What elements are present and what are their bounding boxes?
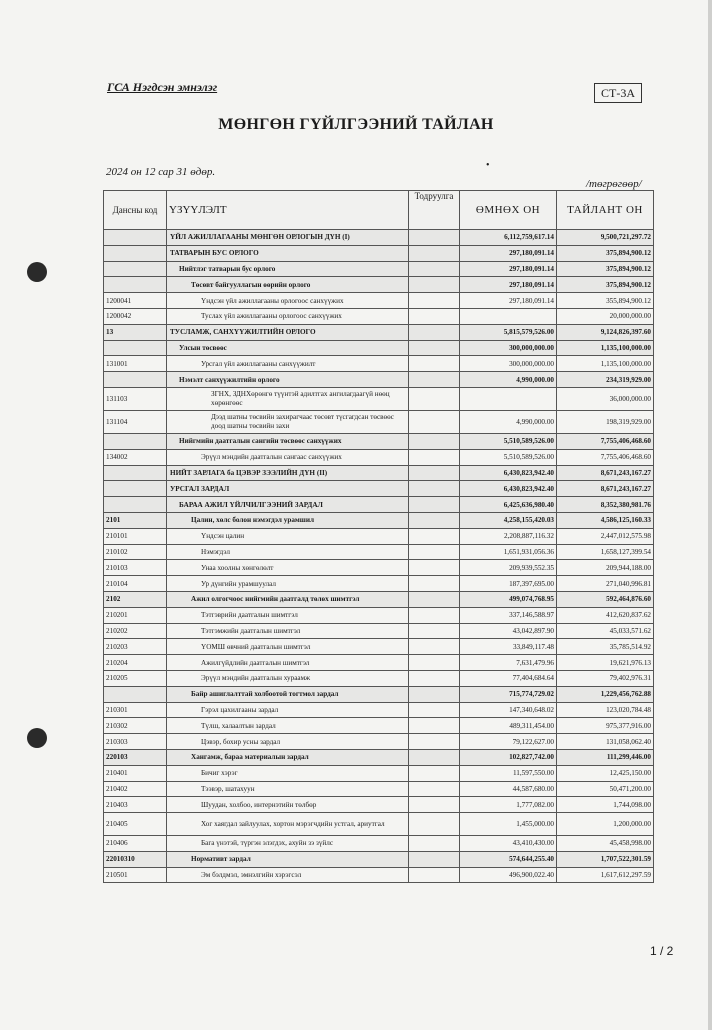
note-cell — [409, 749, 460, 765]
note-cell — [409, 670, 460, 686]
account-code-cell — [104, 465, 167, 481]
indicator-name-cell: Ур дүнгийн урамшуулал — [167, 576, 409, 592]
table-row — [104, 497, 654, 513]
previous-year-amount-cell: 43,042,897.90 — [460, 623, 557, 639]
account-code-cell: 1200042 — [104, 308, 167, 324]
table-row — [104, 230, 654, 246]
table-row — [104, 686, 654, 702]
account-code-cell: 210103 — [104, 560, 167, 576]
account-code-cell: 2101 — [104, 512, 167, 528]
previous-year-amount-cell: 300,000,000.00 — [460, 340, 557, 356]
current-year-amount-cell: 1,135,100,000.00 — [557, 356, 654, 372]
account-code-cell: 210301 — [104, 702, 167, 718]
note-cell — [409, 813, 460, 836]
current-year-amount-cell: 9,124,826,397.60 — [557, 324, 654, 340]
page-edge — [708, 0, 712, 1030]
previous-year-amount-cell: 6,425,636,980.40 — [460, 497, 557, 513]
previous-year-amount-cell: 574,644,255.40 — [460, 851, 557, 867]
note-cell — [409, 387, 460, 410]
account-code-cell — [104, 277, 167, 293]
previous-year-amount-cell: 1,777,082.00 — [460, 797, 557, 813]
account-code-cell: 131104 — [104, 410, 167, 433]
note-cell — [409, 512, 460, 528]
account-code-cell — [104, 497, 167, 513]
report-date: 2024 он 12 сар 31 өдөр. — [106, 166, 216, 178]
indicator-name-cell: Дээд шатны төсвийн захирагчаас төсөвт түсгагдсан төсвөөс доод шатны төсвийн захи — [167, 410, 409, 433]
table-row — [104, 813, 654, 836]
note-cell — [409, 655, 460, 671]
indicator-name-cell: Цалин, хөлс болон нэмэгдэл урамшил — [167, 512, 409, 528]
table-row — [104, 308, 654, 324]
table-row — [104, 670, 654, 686]
table-row — [104, 591, 654, 607]
account-code-cell: 210401 — [104, 765, 167, 781]
previous-year-amount-cell: 300,000,000.00 — [460, 356, 557, 372]
previous-year-amount-cell: 5,815,579,526.00 — [460, 324, 557, 340]
account-code-cell: 210405 — [104, 813, 167, 836]
account-code-cell: 210101 — [104, 528, 167, 544]
account-code-cell: 131001 — [104, 356, 167, 372]
previous-year-amount-cell: 297,180,091.14 — [460, 261, 557, 277]
current-year-amount-cell: 79,402,976.31 — [557, 670, 654, 686]
indicator-name-cell: Шуудан, холбоо, интернэтийн төлбөр — [167, 797, 409, 813]
current-year-amount-cell: 412,620,837.62 — [557, 607, 654, 623]
previous-year-amount-cell: 297,180,091.14 — [460, 293, 557, 309]
note-cell — [409, 410, 460, 433]
previous-year-amount-cell: 4,258,155,420.03 — [460, 512, 557, 528]
indicator-name-cell: БАРАА АЖИЛ ҮЙЛЧИЛГЭЭНИЙ ЗАРДАЛ — [167, 497, 409, 513]
table-row — [104, 387, 654, 410]
current-year-amount-cell: 271,040,996.81 — [557, 576, 654, 592]
note-cell — [409, 734, 460, 750]
account-code-cell: 210202 — [104, 623, 167, 639]
column-header-name: ҮЗҮҮЛЭЛТ — [167, 191, 409, 230]
account-code-cell: 210102 — [104, 544, 167, 560]
note-cell — [409, 372, 460, 388]
table-row — [104, 851, 654, 867]
account-code-cell: 134002 — [104, 449, 167, 465]
table-row — [104, 481, 654, 497]
current-year-amount-cell: 1,744,098.00 — [557, 797, 654, 813]
indicator-name-cell: ТУСЛАМЖ, САНХҮҮЖИЛТИЙН ОРЛОГО — [167, 324, 409, 340]
table-row — [104, 867, 654, 883]
currency-unit: /төгрөгөөр/ — [586, 178, 642, 190]
indicator-name-cell: Гэрэл цахилгааны зардал — [167, 702, 409, 718]
note-cell — [409, 481, 460, 497]
previous-year-amount-cell: 147,340,648.02 — [460, 702, 557, 718]
previous-year-amount-cell — [460, 308, 557, 324]
account-code-cell: 210104 — [104, 576, 167, 592]
indicator-name-cell: Нэмэлт санхүүжилтийн орлого — [167, 372, 409, 388]
table-row — [104, 607, 654, 623]
note-cell — [409, 851, 460, 867]
current-year-amount-cell: 123,020,784.48 — [557, 702, 654, 718]
current-year-amount-cell: 2,447,012,575.98 — [557, 528, 654, 544]
form-code: СТ-3А — [594, 83, 642, 103]
indicator-name-cell: Түлш, халаалтын зардал — [167, 718, 409, 734]
current-year-amount-cell: 1,707,522,301.59 — [557, 851, 654, 867]
account-code-cell: 210406 — [104, 836, 167, 852]
organization-name: ГСА Нэгдсэн эмнэлэг — [107, 80, 218, 94]
previous-year-amount-cell: 7,631,479.96 — [460, 655, 557, 671]
current-year-amount-cell: 234,319,929.00 — [557, 372, 654, 388]
note-cell — [409, 639, 460, 655]
current-year-amount-cell: 1,200,000.00 — [557, 813, 654, 836]
current-year-amount-cell: 1,229,456,762.88 — [557, 686, 654, 702]
note-cell — [409, 544, 460, 560]
previous-year-amount-cell: 4,990,000.00 — [460, 372, 557, 388]
previous-year-amount-cell: 499,074,768.95 — [460, 591, 557, 607]
previous-year-amount-cell: 489,311,454.00 — [460, 718, 557, 734]
table-row — [104, 797, 654, 813]
previous-year-amount-cell: 102,827,742.00 — [460, 749, 557, 765]
table-row — [104, 372, 654, 388]
account-code-cell: 22010310 — [104, 851, 167, 867]
note-cell — [409, 324, 460, 340]
note-cell — [409, 623, 460, 639]
table-row — [104, 576, 654, 592]
table-row — [104, 655, 654, 671]
table-row — [104, 718, 654, 734]
account-code-cell: 13 — [104, 324, 167, 340]
account-code-cell: 2102 — [104, 591, 167, 607]
account-code-cell: 210205 — [104, 670, 167, 686]
indicator-name-cell: Ажил олгогчоос нийгмийн даатгалд төлөх шимтгэл — [167, 591, 409, 607]
table-row — [104, 749, 654, 765]
previous-year-amount-cell — [460, 387, 557, 410]
indicator-name-cell: Эм бэлдмэл, эмнэлгийн хэрэгсэл — [167, 867, 409, 883]
table-row — [104, 340, 654, 356]
current-year-amount-cell: 375,894,900.12 — [557, 245, 654, 261]
note-cell — [409, 718, 460, 734]
account-code-cell: 210303 — [104, 734, 167, 750]
current-year-amount-cell: 45,458,998.00 — [557, 836, 654, 852]
indicator-name-cell: Ажилгүйдлийн даатгалын шимтгэл — [167, 655, 409, 671]
previous-year-amount-cell: 6,430,823,942.40 — [460, 481, 557, 497]
current-year-amount-cell: 209,944,188.00 — [557, 560, 654, 576]
indicator-name-cell: Бичиг хэрэг — [167, 765, 409, 781]
current-year-amount-cell: 35,785,514.92 — [557, 639, 654, 655]
previous-year-amount-cell: 2,208,887,116.32 — [460, 528, 557, 544]
previous-year-amount-cell: 5,510,589,526.00 — [460, 449, 557, 465]
table-row — [104, 410, 654, 433]
indicator-name-cell: Нормативт зардал — [167, 851, 409, 867]
table-row — [104, 765, 654, 781]
note-cell — [409, 277, 460, 293]
current-year-amount-cell: 50,471,200.00 — [557, 781, 654, 797]
account-code-cell — [104, 230, 167, 246]
account-code-cell: 131103 — [104, 387, 167, 410]
table-row — [104, 623, 654, 639]
current-year-amount-cell: 12,425,150.00 — [557, 765, 654, 781]
binder-hole — [27, 728, 47, 748]
indicator-name-cell: Туслах үйл ажиллагааны орлогоос санхүүжих — [167, 308, 409, 324]
indicator-name-cell: ҮОМШ өвчний даатгалын шимтгэл — [167, 639, 409, 655]
account-code-cell: 210201 — [104, 607, 167, 623]
note-cell — [409, 449, 460, 465]
table-row — [104, 356, 654, 372]
current-year-amount-cell: 1,135,100,000.00 — [557, 340, 654, 356]
table-row — [104, 702, 654, 718]
indicator-name-cell: Хог хаягдал зайлуулах, хортон мэрэгчдийн устгал, ариутгал — [167, 813, 409, 836]
indicator-name-cell: Нийгмийн даатгалын сангийн төсвөөс санхүүжих — [167, 433, 409, 449]
current-year-amount-cell: 198,319,929.00 — [557, 410, 654, 433]
indicator-name-cell: Улсын төсвөөс — [167, 340, 409, 356]
previous-year-amount-cell: 715,774,729.02 — [460, 686, 557, 702]
note-cell — [409, 607, 460, 623]
column-header-note: Тодруулга — [409, 191, 460, 230]
table-row — [104, 639, 654, 655]
note-cell — [409, 560, 460, 576]
indicator-name-cell: Үндсэн үйл ажиллагааны орлогоос санхүүжих — [167, 293, 409, 309]
current-year-amount-cell: 45,033,571.62 — [557, 623, 654, 639]
previous-year-amount-cell: 43,410,430.00 — [460, 836, 557, 852]
current-year-amount-cell: 20,000,000.00 — [557, 308, 654, 324]
previous-year-amount-cell: 1,455,000.00 — [460, 813, 557, 836]
table-row — [104, 781, 654, 797]
previous-year-amount-cell: 187,397,695.00 — [460, 576, 557, 592]
account-code-cell: 210403 — [104, 797, 167, 813]
indicator-name-cell: Тээвэр, шатахуун — [167, 781, 409, 797]
note-cell — [409, 230, 460, 246]
previous-year-amount-cell: 297,180,091.14 — [460, 245, 557, 261]
current-year-amount-cell: 975,377,916.00 — [557, 718, 654, 734]
indicator-name-cell: Цэвэр, бохир усны зардал — [167, 734, 409, 750]
table-row — [104, 293, 654, 309]
account-code-cell — [104, 340, 167, 356]
note-cell — [409, 308, 460, 324]
table-row — [104, 544, 654, 560]
note-cell — [409, 433, 460, 449]
indicator-name-cell: Байр ашиглалттай холбоотой тогтмол зардал — [167, 686, 409, 702]
current-year-amount-cell: 4,586,125,160.33 — [557, 512, 654, 528]
note-cell — [409, 465, 460, 481]
current-year-amount-cell: 9,500,721,297.72 — [557, 230, 654, 246]
table-row — [104, 433, 654, 449]
table-row — [104, 465, 654, 481]
table-header-row — [104, 191, 654, 230]
note-cell — [409, 528, 460, 544]
previous-year-amount-cell: 77,404,684.64 — [460, 670, 557, 686]
note-cell — [409, 702, 460, 718]
note-cell — [409, 836, 460, 852]
indicator-name-cell: Урсгал үйл ажиллагааны санхүүжилт — [167, 356, 409, 372]
indicator-name-cell: Төсөвт байгууллагын өөрийн орлого — [167, 277, 409, 293]
current-year-amount-cell: 8,671,243,167.27 — [557, 465, 654, 481]
account-code-cell: 210203 — [104, 639, 167, 655]
note-cell — [409, 293, 460, 309]
table-row — [104, 734, 654, 750]
current-year-amount-cell: 375,894,900.12 — [557, 277, 654, 293]
account-code-cell: 210302 — [104, 718, 167, 734]
current-year-amount-cell: 111,299,446.00 — [557, 749, 654, 765]
current-year-amount-cell: 7,755,406,468.60 — [557, 449, 654, 465]
indicator-name-cell: Үндсэн цалин — [167, 528, 409, 544]
account-code-cell — [104, 372, 167, 388]
current-year-amount-cell: 19,621,976.13 — [557, 655, 654, 671]
indicator-name-cell: Унаа хоолны хөнгөлөлт — [167, 560, 409, 576]
previous-year-amount-cell: 33,849,117.48 — [460, 639, 557, 655]
table-row — [104, 560, 654, 576]
note-cell — [409, 497, 460, 513]
column-header-current-year: ТАЙЛАНТ ОН — [557, 191, 654, 230]
account-code-cell: 220103 — [104, 749, 167, 765]
account-code-cell — [104, 481, 167, 497]
account-code-cell: 210402 — [104, 781, 167, 797]
previous-year-amount-cell: 337,146,588.97 — [460, 607, 557, 623]
previous-year-amount-cell: 496,900,022.40 — [460, 867, 557, 883]
page-number: 1 / 2 — [650, 944, 674, 958]
previous-year-amount-cell: 6,430,823,942.40 — [460, 465, 557, 481]
note-cell — [409, 261, 460, 277]
current-year-amount-cell: 7,755,406,468.60 — [557, 433, 654, 449]
table-row — [104, 324, 654, 340]
note-cell — [409, 867, 460, 883]
account-code-cell — [104, 686, 167, 702]
account-code-cell — [104, 245, 167, 261]
indicator-name-cell: Нийтлэг татварын бус орлого — [167, 261, 409, 277]
column-header-previous-year: ӨМНӨХ ОН — [460, 191, 557, 230]
note-cell — [409, 797, 460, 813]
previous-year-amount-cell: 1,651,931,056.36 — [460, 544, 557, 560]
indicator-name-cell: ҮЙЛ АЖИЛЛАГААНЫ МӨНГӨН ОРЛОГЫН ДҮН (I) — [167, 230, 409, 246]
note-cell — [409, 781, 460, 797]
table-row — [104, 528, 654, 544]
table-row — [104, 836, 654, 852]
previous-year-amount-cell: 79,122,627.00 — [460, 734, 557, 750]
indicator-name-cell: ТАТВАРЫН БУС ОРЛОГО — [167, 245, 409, 261]
note-cell — [409, 686, 460, 702]
stray-dot: • — [486, 160, 490, 171]
indicator-name-cell: НИЙТ ЗАРЛАГА ба ЦЭВЭР ЗЭЭЛИЙН ДҮН (II) — [167, 465, 409, 481]
indicator-name-cell: Бага үнэтэй, түргэн элэгдэх, ахуйн зэ зүйлс — [167, 836, 409, 852]
indicator-name-cell: Хангамж, бараа материалын зардал — [167, 749, 409, 765]
note-cell — [409, 340, 460, 356]
note-cell — [409, 576, 460, 592]
current-year-amount-cell: 8,352,380,981.76 — [557, 497, 654, 513]
previous-year-amount-cell: 44,587,680.00 — [460, 781, 557, 797]
page-title: МӨНГӨН ГҮЙЛГЭЭНИЙ ТАЙЛАН — [218, 116, 494, 133]
binder-hole — [27, 262, 47, 282]
note-cell — [409, 356, 460, 372]
indicator-name-cell: ЗГНХ, ЗДНХөрөнгө түүнтэй адилтгах ангилагдаагүй нөөц хөрөнгөөс — [167, 387, 409, 410]
previous-year-amount-cell: 6,112,759,617.14 — [460, 230, 557, 246]
indicator-name-cell: Тэтгэмжийн даатгалын шимтгэл — [167, 623, 409, 639]
table-row — [104, 449, 654, 465]
indicator-name-cell: Эрүүл мэндийн даатгалын хураамж — [167, 670, 409, 686]
current-year-amount-cell: 8,671,243,167.27 — [557, 481, 654, 497]
table-row — [104, 245, 654, 261]
current-year-amount-cell: 1,658,127,399.54 — [557, 544, 654, 560]
account-code-cell: 210204 — [104, 655, 167, 671]
indicator-name-cell: Нэмэгдэл — [167, 544, 409, 560]
note-cell — [409, 245, 460, 261]
current-year-amount-cell: 375,894,900.12 — [557, 261, 654, 277]
cash-flow-table — [103, 190, 654, 883]
current-year-amount-cell: 592,464,876.60 — [557, 591, 654, 607]
account-code-cell: 1200041 — [104, 293, 167, 309]
previous-year-amount-cell: 11,597,550.00 — [460, 765, 557, 781]
account-code-cell — [104, 433, 167, 449]
note-cell — [409, 591, 460, 607]
account-code-cell: 210501 — [104, 867, 167, 883]
indicator-name-cell: Тэтгэврийн даатгалын шимтгэл — [167, 607, 409, 623]
account-code-cell — [104, 261, 167, 277]
previous-year-amount-cell: 5,510,589,526.00 — [460, 433, 557, 449]
current-year-amount-cell: 355,894,900.12 — [557, 293, 654, 309]
previous-year-amount-cell: 297,180,091.14 — [460, 277, 557, 293]
current-year-amount-cell: 131,058,062.40 — [557, 734, 654, 750]
table-row — [104, 512, 654, 528]
previous-year-amount-cell: 4,990,000.00 — [460, 410, 557, 433]
column-header-code: Дансны код — [104, 191, 167, 230]
previous-year-amount-cell: 209,939,552.35 — [460, 560, 557, 576]
indicator-name-cell: Эрүүл мэндийн даатгалын сангаас санхүүжих — [167, 449, 409, 465]
indicator-name-cell: УРСГАЛ ЗАРДАЛ — [167, 481, 409, 497]
note-cell — [409, 765, 460, 781]
current-year-amount-cell: 36,000,000.00 — [557, 387, 654, 410]
table-row — [104, 277, 654, 293]
table-row — [104, 261, 654, 277]
current-year-amount-cell: 1,617,612,297.59 — [557, 867, 654, 883]
